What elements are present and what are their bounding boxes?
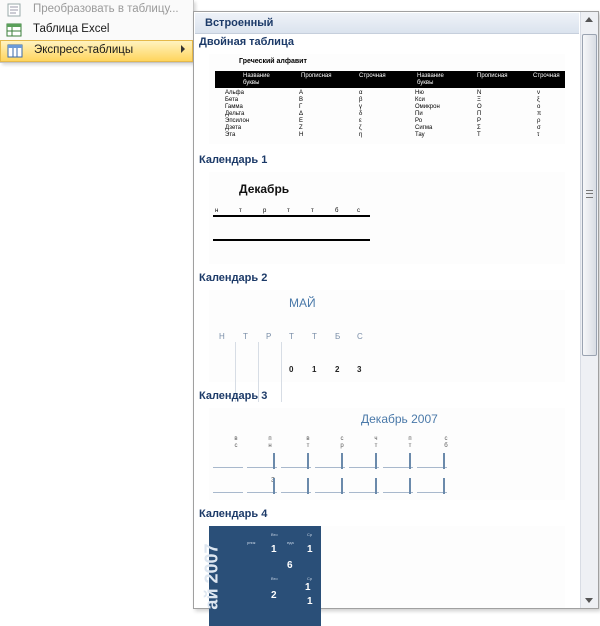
weekday-part: ч xyxy=(374,436,378,442)
day-number: 1 xyxy=(307,544,313,555)
weekday-label: с xyxy=(357,208,360,214)
cell-marker xyxy=(443,478,445,494)
weekday-label: б xyxy=(335,208,339,214)
table-cell: Омикрон xyxy=(415,104,440,110)
weekday-label: Т xyxy=(243,332,248,341)
weekday-part: п xyxy=(408,436,412,442)
weekday-label: С xyxy=(357,332,363,341)
table-cell: Ε xyxy=(299,118,304,124)
weekday-label: Вто xyxy=(271,532,278,537)
table-cell: Дзета xyxy=(225,125,242,131)
weekday-label xyxy=(371,436,381,450)
calendar-month: Декабрь 2007 xyxy=(361,412,438,426)
table-cell: Эта xyxy=(225,132,236,138)
gallery-item-calendar-3[interactable] xyxy=(209,408,565,500)
column-header: Название буквы xyxy=(243,73,270,86)
table-cell: α xyxy=(359,90,363,96)
weekday-label: Ср xyxy=(307,576,313,581)
category-double-table: Двойная таблица xyxy=(199,36,294,48)
table-row xyxy=(215,118,565,125)
cell-marker xyxy=(273,453,275,469)
calendar-year: ай 2007 xyxy=(201,543,222,610)
weekday-label: р xyxy=(263,208,267,214)
table-cell: Ζ xyxy=(299,125,303,131)
calendar-rule xyxy=(213,239,370,241)
weekday-label: Т xyxy=(289,332,294,341)
grip-icon xyxy=(586,190,593,198)
table-title: Греческий алфавит xyxy=(239,58,307,65)
gallery-header xyxy=(195,13,579,34)
grid-line xyxy=(281,342,282,402)
category-calendar-4: Календарь 4 xyxy=(199,508,268,520)
cell-marker xyxy=(375,478,377,494)
table-cell: Η xyxy=(299,132,304,138)
table-row xyxy=(215,111,565,118)
cell-digit: 3 xyxy=(271,477,275,484)
weekday-label xyxy=(265,436,275,450)
weekday-label: н xyxy=(215,208,219,214)
column-header: Строчная xyxy=(359,73,386,79)
scrollbar-thumb[interactable] xyxy=(582,34,597,356)
table-cell: Α xyxy=(299,90,304,96)
column-header: Строчная xyxy=(533,73,560,79)
calendar-4-preview xyxy=(201,526,321,626)
table-header-row xyxy=(215,71,565,88)
scroll-up-icon[interactable] xyxy=(585,17,593,22)
weekday-part: т xyxy=(306,443,310,449)
weekday-part: с xyxy=(340,436,344,442)
category-calendar-2: Календарь 2 xyxy=(199,272,268,284)
table-row xyxy=(215,97,565,104)
day-number: 2 xyxy=(335,365,340,374)
table-cell: Π xyxy=(477,111,482,117)
table-cell: ν xyxy=(537,90,540,96)
gallery-header-label: Встроенный xyxy=(205,17,274,29)
menu-item-label: Экспресс-таблицы xyxy=(34,44,134,56)
table-cell: Пи xyxy=(415,111,423,117)
calendar-month: МАЙ xyxy=(289,296,316,310)
table-cell: Ро xyxy=(415,118,423,124)
scroll-down-icon[interactable] xyxy=(585,598,593,603)
weekday-part: т xyxy=(408,443,412,449)
weekday-label: Р xyxy=(266,332,272,341)
weekday-part: в xyxy=(234,436,238,442)
table-cell: ε xyxy=(359,118,362,124)
table-dropdown-menu xyxy=(0,0,194,63)
weekday-part: в xyxy=(306,436,310,442)
category-calendar-1: Календарь 1 xyxy=(199,154,268,166)
table-cell: Бета xyxy=(225,97,239,103)
cell-marker xyxy=(307,453,309,469)
submenu-arrow-icon xyxy=(181,45,185,53)
table-cell: Ню xyxy=(415,90,424,96)
weekday-part: т xyxy=(374,443,378,449)
weekday-label xyxy=(405,436,415,450)
column-header: Прописная xyxy=(477,73,508,79)
cell-marker xyxy=(341,478,343,494)
weekday-label xyxy=(441,436,451,450)
table-cell: Ο xyxy=(477,104,482,110)
category-calendar-3: Календарь 3 xyxy=(199,390,268,402)
table-cell: Тау xyxy=(415,132,425,138)
menu-item-quick-tables[interactable] xyxy=(0,40,193,62)
table-cell: ο xyxy=(537,104,541,110)
quick-tables-gallery xyxy=(193,11,599,609)
weekday-part: с xyxy=(444,436,448,442)
day-number: 1 xyxy=(307,596,313,607)
weekday-label: Т xyxy=(312,332,317,341)
table-cell: Альфа xyxy=(225,90,244,96)
convert-to-table-icon xyxy=(6,2,22,18)
calendar-month: Декабрь xyxy=(239,182,290,196)
table-cell: ζ xyxy=(359,125,362,131)
weekday-part: б xyxy=(444,443,448,449)
cell-marker xyxy=(375,453,377,469)
weekday-label: Вто xyxy=(271,576,278,581)
day-number: 1 xyxy=(305,582,311,593)
weekday-label: т xyxy=(287,208,290,214)
cell-marker xyxy=(307,478,309,494)
table-cell: γ xyxy=(359,104,362,110)
day-number: 1 xyxy=(312,365,317,374)
calendar-cell xyxy=(213,451,243,468)
cell-marker xyxy=(409,478,411,494)
quick-tables-icon xyxy=(7,43,23,59)
table-cell: Дельта xyxy=(225,111,245,117)
table-cell: ξ xyxy=(537,97,540,103)
table-cell: δ xyxy=(359,111,363,117)
weekday-label xyxy=(231,436,241,450)
column-header: Название буквы xyxy=(417,73,444,86)
table-cell: Ρ xyxy=(477,118,482,124)
vertical-scrollbar[interactable] xyxy=(580,12,598,608)
table-cell: Ξ xyxy=(477,97,481,103)
weekday-part: р xyxy=(340,443,344,449)
table-cell: Σ xyxy=(477,125,481,131)
weekday-label: т xyxy=(239,208,242,214)
excel-table-icon xyxy=(6,22,22,38)
day-number: 2 xyxy=(271,590,277,601)
day-number: 3 xyxy=(357,365,362,374)
menu-item-excel-table[interactable] xyxy=(0,20,193,40)
table-row xyxy=(215,132,565,139)
weekday-label: еда xyxy=(287,540,294,545)
weekday-label: Б xyxy=(335,332,341,341)
table-cell: ρ xyxy=(537,118,541,124)
day-number: 0 xyxy=(289,365,294,374)
calendar-cell xyxy=(213,476,243,493)
cell-marker xyxy=(341,453,343,469)
table-cell: Ν xyxy=(477,90,482,96)
gallery-item-double-table[interactable] xyxy=(209,54,565,144)
table-cell: σ xyxy=(537,125,541,131)
cell-marker xyxy=(443,453,445,469)
cell-marker xyxy=(409,453,411,469)
table-cell: Β xyxy=(299,97,304,103)
column-header: Прописная xyxy=(301,73,332,79)
weekday-label xyxy=(337,436,347,450)
table-row xyxy=(215,104,565,111)
table-cell: Δ xyxy=(299,111,304,117)
gallery-item-calendar-1[interactable] xyxy=(209,172,565,264)
weekday-part: н xyxy=(268,443,272,449)
table-cell: Гамма xyxy=(225,104,243,110)
weekday-label: Н xyxy=(219,332,225,341)
table-cell: τ xyxy=(537,132,540,138)
table-cell: Сигма xyxy=(415,125,433,131)
calendar-rule xyxy=(213,215,370,217)
table-cell: β xyxy=(359,97,363,103)
gallery-item-calendar-4[interactable] xyxy=(201,526,565,610)
table-cell: Τ xyxy=(477,132,481,138)
table-cell: Эпсилон xyxy=(225,118,250,124)
day-number: 6 xyxy=(287,560,293,571)
table-row xyxy=(215,90,565,97)
weekday-part: с xyxy=(234,443,238,449)
weekday-part: п xyxy=(268,436,272,442)
menu-item-label: Таблица Excel xyxy=(33,23,110,35)
gallery-item-calendar-2[interactable] xyxy=(209,290,565,382)
menu-item-convert-to-table[interactable] xyxy=(0,0,193,20)
table-cell: Кси xyxy=(415,97,425,103)
table-cell: Γ xyxy=(299,104,303,110)
cell-marker xyxy=(273,478,275,494)
weekday-label: т xyxy=(311,208,314,214)
weekday-label: Ср xyxy=(307,532,313,537)
weekday-label: рник xyxy=(247,540,256,545)
day-number: 1 xyxy=(271,544,277,555)
menu-item-label: Преобразовать в таблицу... xyxy=(33,3,179,15)
table-row xyxy=(215,125,565,132)
weekday-label xyxy=(303,436,313,450)
table-cell: η xyxy=(359,132,363,138)
table-cell: π xyxy=(537,111,542,117)
